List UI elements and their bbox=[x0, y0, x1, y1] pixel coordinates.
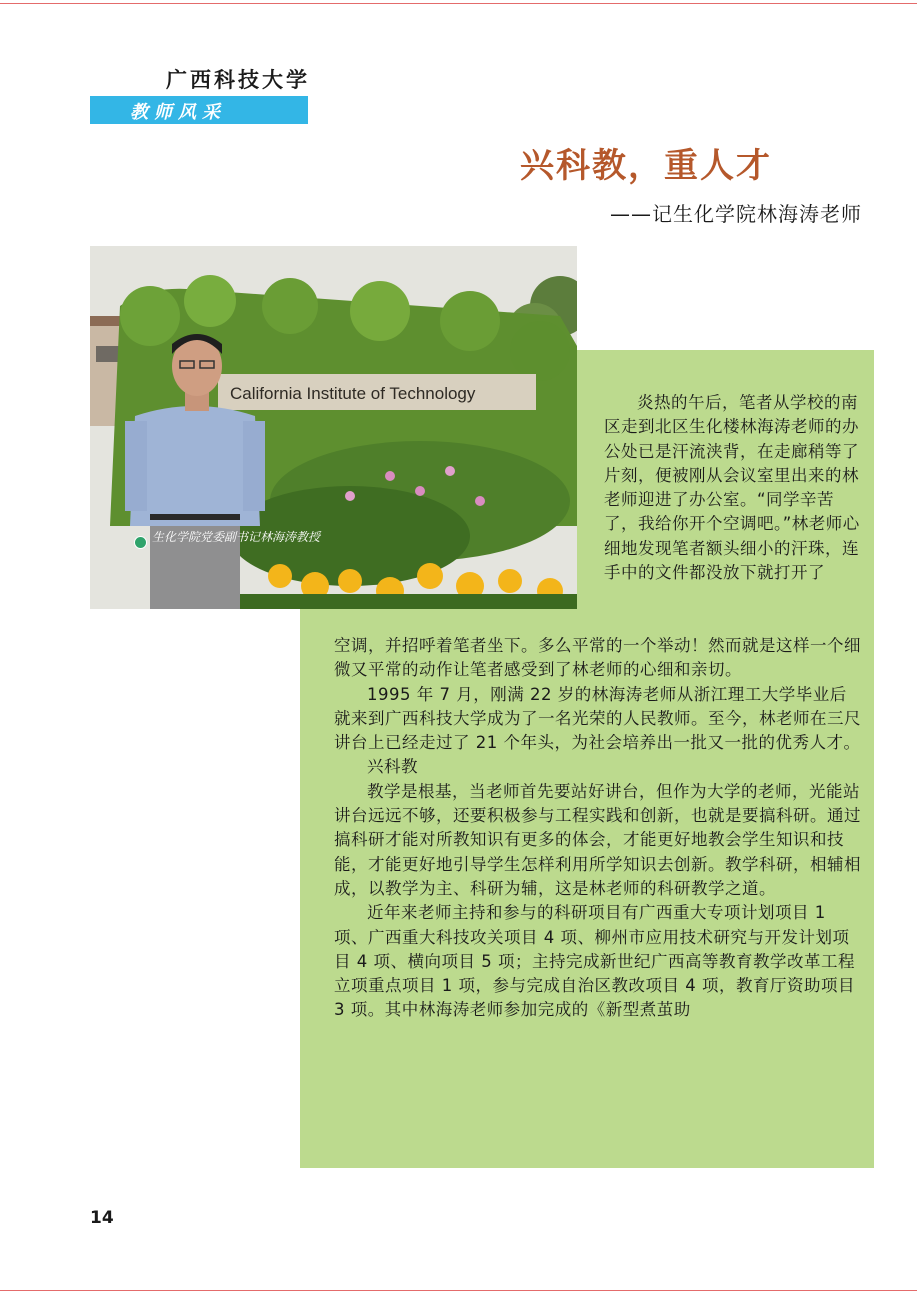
photo-caption: 生化学院党委副书记林海涛教授 bbox=[152, 530, 321, 544]
article-title: 兴科教，重人才 bbox=[520, 146, 772, 186]
photo-sign-text: California Institute of Technology bbox=[230, 384, 476, 403]
main-text bbox=[334, 634, 862, 1023]
intro-paragraph-text: 炎热的午后，笔者从学校的南区走到北区生化楼林海涛老师的办公处已是汗流浃背，在走廊稍等了片刻，便被刚从会议室里出来的林老师迎进了办公室。“同学辛苦了，我给你开个空调吧。”林老师心细地发现笔者额头细小的汗珠，连手中的文件都没放下就打开了 bbox=[604, 393, 860, 583]
caption-bullet-icon bbox=[134, 536, 147, 549]
column-banner bbox=[90, 96, 308, 124]
intro-paragraph bbox=[604, 391, 862, 585]
university-name: 广西科技大学 bbox=[166, 68, 310, 92]
paragraph-research: 近年来老师主持和参与的科研项目有广西重大专项计划项目 1 项、广西重大科技攻关项目 4 项、柳州市应用技术研究与开发计划项目 4 项、横向项目 5 项；主持完成新世纪广西高等教育教学改革工程立项重点项目 1 项，参与完成自治区教改项目 4 项，教育厅资助项目 3 项。其中林海涛老师参加完成的《新型煮茧助 bbox=[334, 903, 855, 1020]
bottom-rule bbox=[0, 1290, 917, 1291]
column-label: 教师风采 bbox=[130, 102, 226, 123]
photo-illustration bbox=[90, 246, 577, 609]
paragraph-career: 1995 年 7 月，刚满 22 岁的林海涛老师从浙江理工大学毕业后就来到广西科技大学成为了一名光荣的人民教师。至今，林老师在三尺讲台上已经走过了 21 个年头，为社会培养出一批又一批的优秀人才。 bbox=[334, 684, 861, 753]
section-heading: 兴科教 bbox=[367, 757, 418, 777]
intro-continuation: 空调，并招呼着笔者坐下。多么平常的一个举动！然而就是这样一个细微又平常的动作让笔者感受到了林老师的心细和亲切。 bbox=[334, 636, 861, 680]
article-subtitle: ——记生化学院林海涛老师 bbox=[610, 202, 862, 226]
top-rule bbox=[0, 3, 917, 4]
teacher-photo bbox=[90, 246, 577, 609]
paragraph-teaching: 教学是根基，当老师首先要站好讲台，但作为大学的老师，光能站讲台远远不够，还要积极参与工程实践和创新，也就是要搞科研。通过搞科研才能对所教知识有更多的体会，才能更好地教会学生知识和技能，才能更好地引导学生怎样利用所学知识去创新。教学科研，相辅相成，以教学为主、科研为辅，这是林老师的科研教学之道。 bbox=[334, 781, 861, 898]
page-number: 14 bbox=[90, 1208, 114, 1228]
